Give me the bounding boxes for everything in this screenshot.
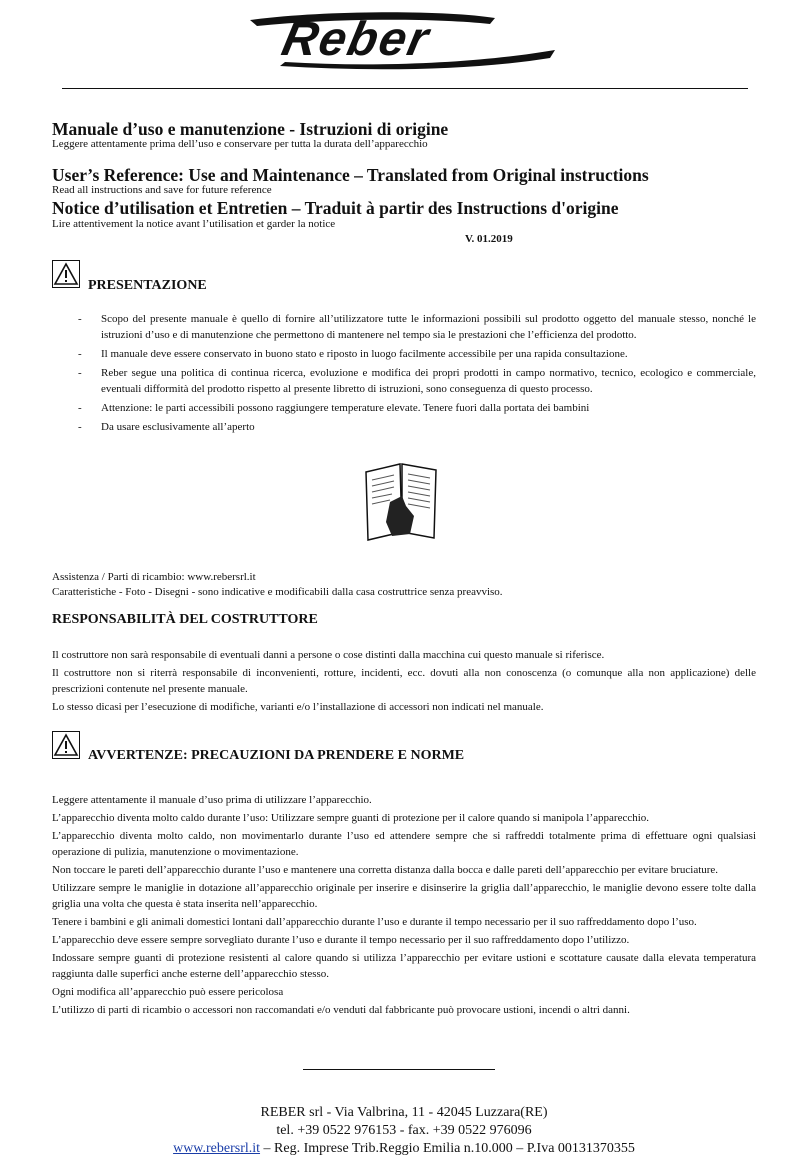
- paragraph: Non toccare le pareti dell’apparecchio durante l’uso e mantenere una corretta distanza dalla bocca e dalle pareti dell’apparecchio per evitare bruciature.: [52, 864, 719, 876]
- presentazione-list: [52, 311, 756, 438]
- title-french: Notice d’utilisation et Entretien – Traduit à partir des Instructions d'origine: [52, 198, 619, 218]
- footer-rule: [303, 1069, 495, 1070]
- warning-icon: [52, 731, 80, 759]
- paragraph: L’apparecchio deve essere sempre sorvegliato durante l’uso e durante il tempo necessario per il suo raffreddamento dopo l’utilizzo.: [52, 934, 630, 946]
- reber-logo: [245, 10, 560, 70]
- paragraph: Indossare sempre guanti di protezione resistenti al calore quando si utilizza l’apparecchio per evitare ustioni e scottature causate dalla elevata temperatura raggiunta dalle superfici anche esterne dell’apparecchio stesso.: [52, 952, 756, 980]
- footer-address: REBER srl - Via Valbrina, 11 - 42045 Luzzara(RE): [260, 1105, 548, 1120]
- section-title-responsabilita: RESPONSABILITÀ DEL COSTRUTTORE: [52, 612, 318, 627]
- title-italian: Manuale d’uso e manutenzione - Istruzioni di origine: [52, 119, 449, 139]
- paragraph: Lo stesso dicasi per l’esecuzione di modifiche, varianti e/o l’installazione di accessori non indicati nel manuale.: [52, 701, 544, 713]
- paragraph: L’utilizzo di parti di ricambio o accessori non raccomandati e/o venduti dal fabbricante può provocare ustioni, incendi o altri danni.: [52, 1004, 630, 1016]
- avvertenze-paragraphs: [52, 792, 756, 1020]
- list-item: - Il manuale deve essere conservato in buono stato e riposto in luogo facilmente accessibile per una rapida consultazione.: [52, 346, 756, 362]
- title-english: User’s Reference: Use and Maintenance – Translated from Original instructions: [52, 165, 649, 185]
- paragraph: Il costruttore non sarà responsabile di eventuali danni a persone o cose distinti dalla macchina cui questo manuale si riferisce.: [52, 649, 605, 661]
- version-label: V. 01.2019: [465, 233, 513, 245]
- subtitle-french: Lire attentivement la notice avant l’utilisation et garder la notice: [52, 218, 336, 230]
- website-link[interactable]: www.rebersrl.it: [173, 1141, 261, 1156]
- warning-icon: [52, 260, 80, 288]
- section-title-avvertenze: AVVERTENZE: PRECAUZIONI DA PRENDERE E NORME: [88, 748, 465, 763]
- section-title-presentazione: PRESENTAZIONE: [88, 278, 207, 293]
- list-item: - Scopo del presente manuale è quello di fornire all’utilizzatore tutte le informazioni possibili sul prodotto oggetto del manuale stesso, nonché le istruzioni d’uso e di manutenzione che permettono di mantenere nel tempo sia le prestazioni che l’efficienza del prodotto.: [52, 311, 756, 343]
- paragraph: Ogni modifica all’apparecchio può essere pericolosa: [52, 986, 284, 998]
- paragraph: L’apparecchio diventa molto caldo, non movimentarlo durante l’uso ed attendere sempre che si raffreddi totalmente prima di effettuare ogni qualsiasi operazione di pulizia, manutenzione o movimentazione.: [52, 830, 756, 858]
- read-manual-icon: [362, 458, 442, 542]
- footer-phone: tel. +39 0522 976153 - fax. +39 0522 976096: [276, 1123, 532, 1138]
- responsabilita-paragraphs: [52, 647, 756, 717]
- list-item: - Attenzione: le parti accessibili possono raggiungere temperature elevate. Tenere fuori dalla portata dei bambini: [52, 400, 756, 416]
- footer-registration-text: – Reg. Imprese Trib.Reggio Emilia n.10.000 – P.Iva 00131370355: [260, 1141, 635, 1156]
- paragraph: Tenere i bambini e gli animali domestici lontani dall’apparecchio durante l’uso e durante il tempo necessario per il suo raffreddamento dopo l’uso.: [52, 916, 697, 928]
- list-item: - Reber segue una politica di continua ricerca, evoluzione e modifica dei propri prodotti in campo normativo, tecnico, ecologico e commerciale, eventuali difformità del prodotto rispetto al presente libretto di istruzioni, sono conseguenza di questo processo.: [52, 365, 756, 397]
- paragraph: Leggere attentamente il manuale d’uso prima di utilizzare l’apparecchio.: [52, 794, 372, 806]
- paragraph: L’apparecchio diventa molto caldo durante l’uso: Utilizzare sempre guanti di protezione per il calore quando si manipola l’apparecchio.: [52, 812, 650, 824]
- paragraph: Utilizzare sempre le maniglie in dotazione all’apparecchio originale per inserire e disinserire la griglia dall’apparecchio, le maniglie devono essere tolte dalla griglia una volta che questa è stata inserita nell’apparecchio.: [52, 882, 756, 910]
- paragraph: Il costruttore non si riterrà responsabile di inconvenienti, rotture, incidenti, ecc. dovuti alla non conoscenza (o comunque alla non applicazione) delle prescrizioni contenute nel presente manuale.: [52, 667, 756, 695]
- subtitle-italian: Leggere attentamente prima dell’uso e conservare per tutta la durata dell’apparecchio: [52, 138, 428, 150]
- header-rule: [62, 88, 748, 89]
- footer-registration: [0, 1140, 808, 1158]
- logo-text: Reber: [277, 13, 435, 66]
- assistenza-text: Assistenza / Parti di ricambio: www.rebersrl.it: [52, 571, 256, 583]
- caratteristiche-text: Caratteristiche - Foto - Disegni - sono indicative e modificabili dalla casa costruttrice senza preavviso.: [52, 586, 503, 598]
- subtitle-english: Read all instructions and save for future reference: [52, 184, 272, 196]
- list-item: - Da usare esclusivamente all’aperto: [52, 419, 756, 435]
